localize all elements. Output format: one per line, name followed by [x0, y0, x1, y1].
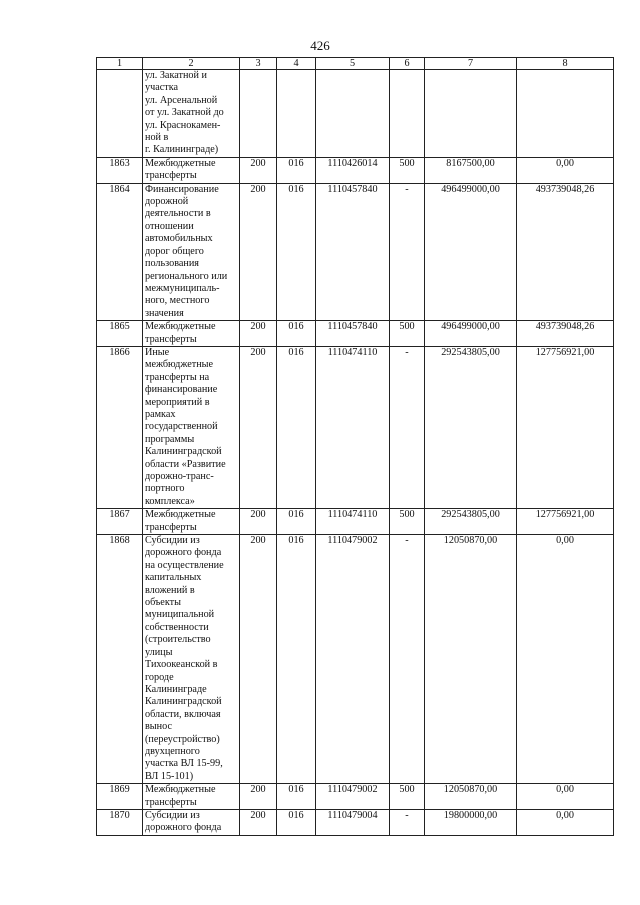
cell-code-6: -: [390, 809, 425, 835]
cell-code-3: 200: [240, 183, 277, 320]
cell-code-4: 016: [277, 535, 316, 784]
cell-code-4: 016: [277, 157, 316, 183]
cell-code-3: 200: [240, 157, 277, 183]
cell-code-4: 016: [277, 346, 316, 508]
cell-amount-7: 19800000,00: [425, 809, 517, 835]
table-row: [97, 535, 614, 784]
cell-code-5: 1110426014: [316, 157, 390, 183]
column-header: 1: [97, 58, 143, 70]
cell-amount-7: 12050870,00: [425, 535, 517, 784]
cell-amount-8: 493739048,26: [517, 183, 614, 320]
cell-code-5: 1110479002: [316, 535, 390, 784]
cell-code-4: 016: [277, 321, 316, 347]
item-name: Межбюджетные трансферты: [143, 784, 240, 810]
cell-amount-7: 12050870,00: [425, 784, 517, 810]
cell-amount-8: 127756921,00: [517, 509, 614, 535]
row-number: 1863: [97, 157, 143, 183]
cell-amount-7: [425, 70, 517, 158]
cell-code-3: 200: [240, 809, 277, 835]
cell-code-3: 200: [240, 784, 277, 810]
cell-code-6: 500: [390, 784, 425, 810]
cell-amount-8: 0,00: [517, 809, 614, 835]
cell-code-5: 1110474110: [316, 509, 390, 535]
column-header: 5: [316, 58, 390, 70]
header-row: [97, 58, 614, 70]
cell-code-5: 1110479004: [316, 809, 390, 835]
cell-code-3: 200: [240, 346, 277, 508]
cell-code-5: 1110457840: [316, 183, 390, 320]
item-name: Финансирование дорожной деятельности в отношении автомобильных дорог общего пользования регионального или межмуниципаль- ного, местного значения: [143, 183, 240, 320]
item-name: Межбюджетные трансферты: [143, 321, 240, 347]
cell-code-4: 016: [277, 183, 316, 320]
cell-code-5: 1110479002: [316, 784, 390, 810]
item-name: Субсидии из дорожного фонда: [143, 809, 240, 835]
row-number: 1864: [97, 183, 143, 320]
table-row: [97, 157, 614, 183]
cell-code-6: -: [390, 183, 425, 320]
cell-amount-8: 493739048,26: [517, 321, 614, 347]
item-name: Субсидии из дорожного фонда на осуществление капитальных вложений в объекты муниципальной собственности (строительство улицы Тихоокеанской в городе Калининграде Калининградской области, включая вынос (переустройство) двухцепного участка ВЛ 15-99, ВЛ 15-101): [143, 535, 240, 784]
cell-code-5: [316, 70, 390, 158]
table-row: [97, 70, 614, 158]
cell-amount-7: 8167500,00: [425, 157, 517, 183]
cell-code-6: [390, 70, 425, 158]
item-name: Межбюджетные трансферты: [143, 509, 240, 535]
cell-code-3: [240, 70, 277, 158]
item-name: Иные межбюджетные трансферты на финансирование мероприятий в рамках государственной программы Калининградской области «Развитие дорожно-транс- портного комплекса»: [143, 346, 240, 508]
cell-code-6: 500: [390, 509, 425, 535]
cell-amount-7: 496499000,00: [425, 321, 517, 347]
cell-amount-8: 127756921,00: [517, 346, 614, 508]
row-number: 1869: [97, 784, 143, 810]
table-row: [97, 321, 614, 347]
column-header: 3: [240, 58, 277, 70]
cell-code-3: 200: [240, 535, 277, 784]
table-row: [97, 346, 614, 508]
cell-amount-8: 0,00: [517, 157, 614, 183]
cell-amount-7: 496499000,00: [425, 183, 517, 320]
row-number: 1867: [97, 509, 143, 535]
cell-amount-8: [517, 70, 614, 158]
column-header: 2: [143, 58, 240, 70]
cell-amount-8: 0,00: [517, 784, 614, 810]
cell-code-4: 016: [277, 809, 316, 835]
cell-code-4: [277, 70, 316, 158]
column-header: 4: [277, 58, 316, 70]
cell-code-6: 500: [390, 157, 425, 183]
cell-code-3: 200: [240, 321, 277, 347]
row-number: 1866: [97, 346, 143, 508]
row-number: [97, 70, 143, 158]
column-header: 6: [390, 58, 425, 70]
cell-code-6: 500: [390, 321, 425, 347]
item-name: Межбюджетные трансферты: [143, 157, 240, 183]
row-number: 1870: [97, 809, 143, 835]
cell-code-5: 1110474110: [316, 346, 390, 508]
table-row: [97, 784, 614, 810]
column-header: 8: [517, 58, 614, 70]
table-row: [97, 183, 614, 320]
cell-code-4: 016: [277, 784, 316, 810]
table-row: [97, 809, 614, 835]
cell-code-5: 1110457840: [316, 321, 390, 347]
column-header: 7: [425, 58, 517, 70]
cell-code-4: 016: [277, 509, 316, 535]
cell-amount-7: 292543805,00: [425, 346, 517, 508]
cell-code-6: -: [390, 346, 425, 508]
budget-table: [96, 57, 614, 836]
cell-code-3: 200: [240, 509, 277, 535]
page-number: 426: [310, 38, 330, 53]
row-number: 1868: [97, 535, 143, 784]
cell-amount-8: 0,00: [517, 535, 614, 784]
item-name: ул. Закатной и участка ул. Арсенальной от ул. Закатной до ул. Краснокамен- ной в г. Калининграде): [143, 70, 240, 158]
row-number: 1865: [97, 321, 143, 347]
cell-amount-7: 292543805,00: [425, 509, 517, 535]
cell-code-6: -: [390, 535, 425, 784]
table-row: [97, 509, 614, 535]
